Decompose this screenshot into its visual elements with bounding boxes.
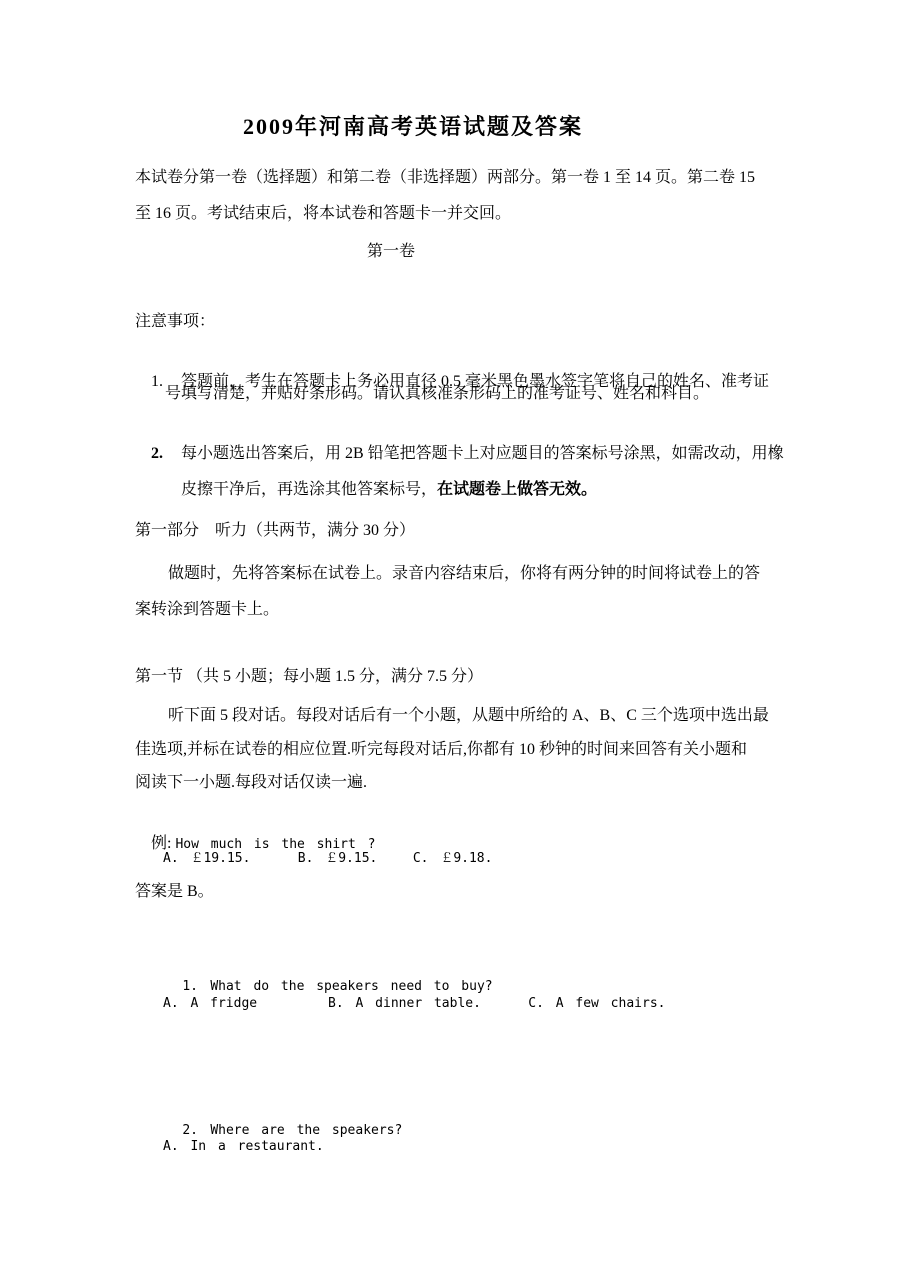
section1-instruction-line-1: 听下面 5 段对话。每段对话后有一个小题，从题中所给的 A、B、C 三个选项中选出最 [168,707,769,724]
page-title: 2009年河南高考英语试题及答案 [243,114,584,139]
example-label: 例: [151,835,176,852]
part1-instruction-line-2: 案转涂到答题卡上。 [135,601,280,618]
volume-heading: 第一卷 [367,243,416,260]
note-item-2-line-2-normal: 皮擦干净后，再选涂其他答案标号， [181,481,438,498]
question-2-text: Where are the speakers? [210,1123,403,1138]
section1-instruction-line-3: 阅读下一小题.每段对话仅读一遍. [135,774,368,791]
example-prompt-text: How much is the shirt ? [175,837,376,852]
note-item-2-number: 2. [151,445,163,462]
example-prompt-line [135,808,375,880]
question-1-text: What do the speakers need to buy? [210,979,493,994]
section1-instruction-line-2: 佳选项,并标在试卷的相应位置.听完每段对话后,你都有 10 秒钟的时间来回答有关小题和 [135,741,748,758]
question-2-options: A. In a restaurant. [163,1139,324,1154]
part1-instruction-line-1: 做题时，先将答案标在试卷上。录音内容结束后，你将有两分钟的时间将试卷上的答 [168,565,761,582]
intro-line-1: 本试卷分第一卷（选择题）和第二卷（非选择题）两部分。第一卷 1 至 14 页。第二卷 15 [135,169,756,186]
note-item-2-line-2-bold: 在试题卷上做答无效。 [437,481,598,498]
note-item-2-text: 每小题选出答案后，用 2B 铅笔把答题卡上对应题目的答案标号涂黑，如需改动，用橡 [181,445,784,462]
example-answer: 答案是 B。 [135,883,214,900]
notes-heading: 注意事项： [135,313,216,330]
note-item-2-line-2 [165,454,597,526]
section1-heading: 第一节 （共 5 小题；每小题 1.5 分，满分 7.5 分） [135,668,484,685]
question-2-number: 2. [182,1123,198,1138]
part1-heading: 第一部分 听力（共两节，满分 30 分） [135,522,416,539]
intro-line-2: 至 16 页。考试结束后，将本试卷和答题卡一并交回。 [135,205,512,222]
example-options: A. ￡19.15. B. ￡9.15. C. ￡9.18. [163,851,493,866]
note-item-1-text: 答题前，考生在答题卡上务必用直径 0.5 毫米黑色墨水签字笔将自己的姓名、准考证 [181,373,770,390]
note-item-1-line-2: 号填写清楚，并贴好条形码。请认真核准条形码上的准考证号、姓名和科目。 [165,385,710,402]
question-1-options: A. A fridge B. A dinner table. C. A few chairs. [163,996,666,1011]
note-item-1-number: 1. [151,373,163,390]
question-1-number: 1. [182,979,198,994]
